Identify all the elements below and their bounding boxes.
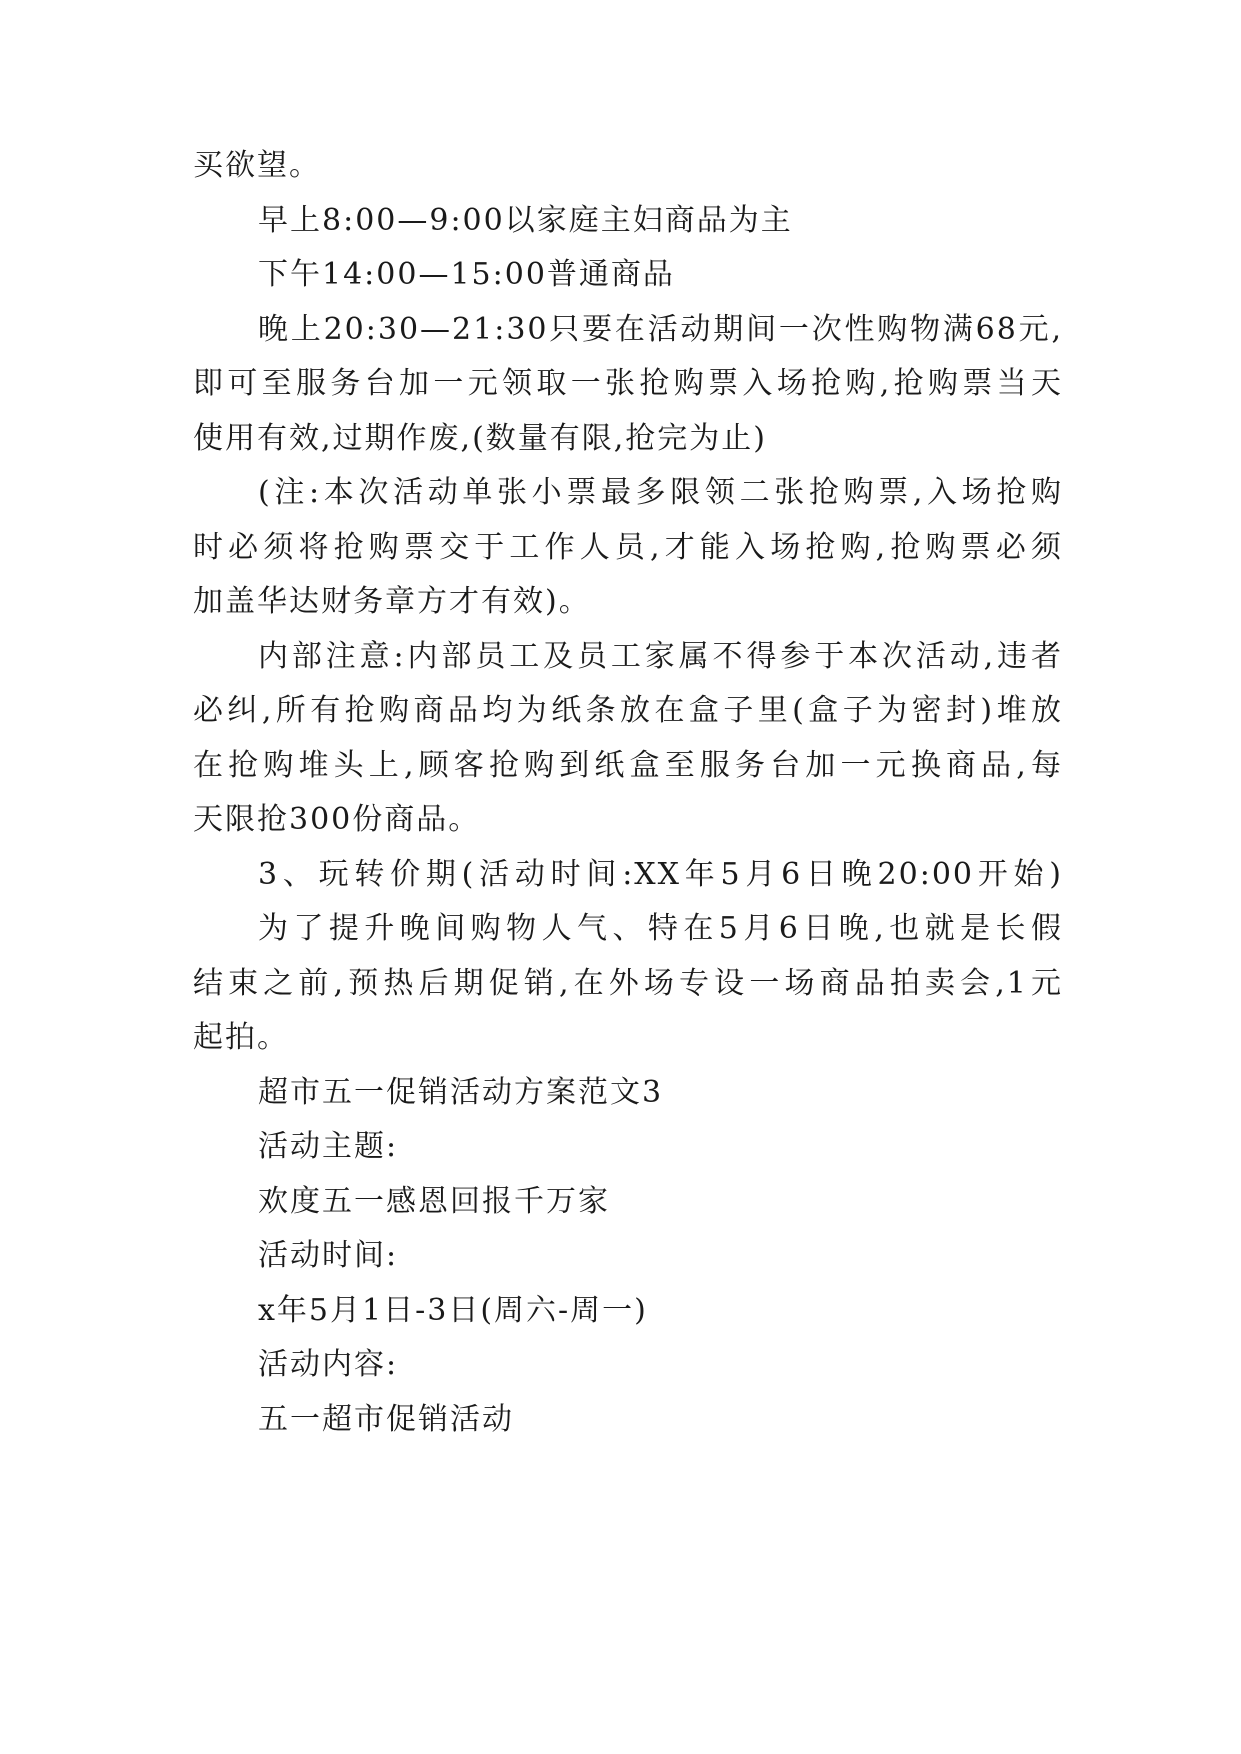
text-line: 买欲望。 [193,148,321,183]
text-line: 五一超市促销活动 [258,1402,514,1437]
section-heading: 超市五一促销活动方案范文3 [258,1075,664,1110]
text-line: 必纠,所有抢购商品均为纸条放在盒子里(盒子为密封)堆放 [193,693,1063,728]
text-line: 内部注意:内部员工及员工家属不得参于本次活动,违者 [258,639,1063,674]
text-line: 为了提升晚间购物人气、特在5月6日晚,也就是长假 [258,911,1063,946]
text-line: 活动主题: [258,1129,399,1164]
text-line: 在抢购堆头上,顾客抢购到纸盒至服务台加一元换商品,每 [193,748,1063,783]
text-line: 起拍。 [193,1020,289,1055]
text-line: 即可至服务台加一元领取一张抢购票入场抢购,抢购票当天 [193,366,1063,401]
text-line: 活动内容: [258,1347,399,1382]
text-line: 加盖华达财务章方才有效)。 [193,584,591,619]
text-line: (注:本次活动单张小票最多限领二张抢购票,入场抢购 [258,475,1063,510]
text-line: 早上8:00—9:00以家庭主妇商品为主 [258,203,793,238]
text-line: 结束之前,预热后期促销,在外场专设一场商品拍卖会,1元 [193,966,1063,1001]
text-line: 活动时间: [258,1238,399,1273]
text-line: 下午14:00—15:00普通商品 [258,257,675,292]
text-line: 欢度五一感恩回报千万家 [258,1184,610,1219]
text-line: 使用有效,过期作废,(数量有限,抢完为止) [193,421,768,456]
text-line: 天限抢300份商品。 [193,802,481,837]
text-line: 3、玩转价期(活动时间:XX年5月6日晚20:00开始) [258,857,1063,892]
text-line: 时必须将抢购票交于工作人员,才能入场抢购,抢购票必须 [193,530,1063,565]
text-line: x年5月1日-3日(周六-周一) [258,1293,648,1328]
text-line: 晚上20:30—21:30只要在活动期间一次性购物满68元, [258,312,1063,347]
